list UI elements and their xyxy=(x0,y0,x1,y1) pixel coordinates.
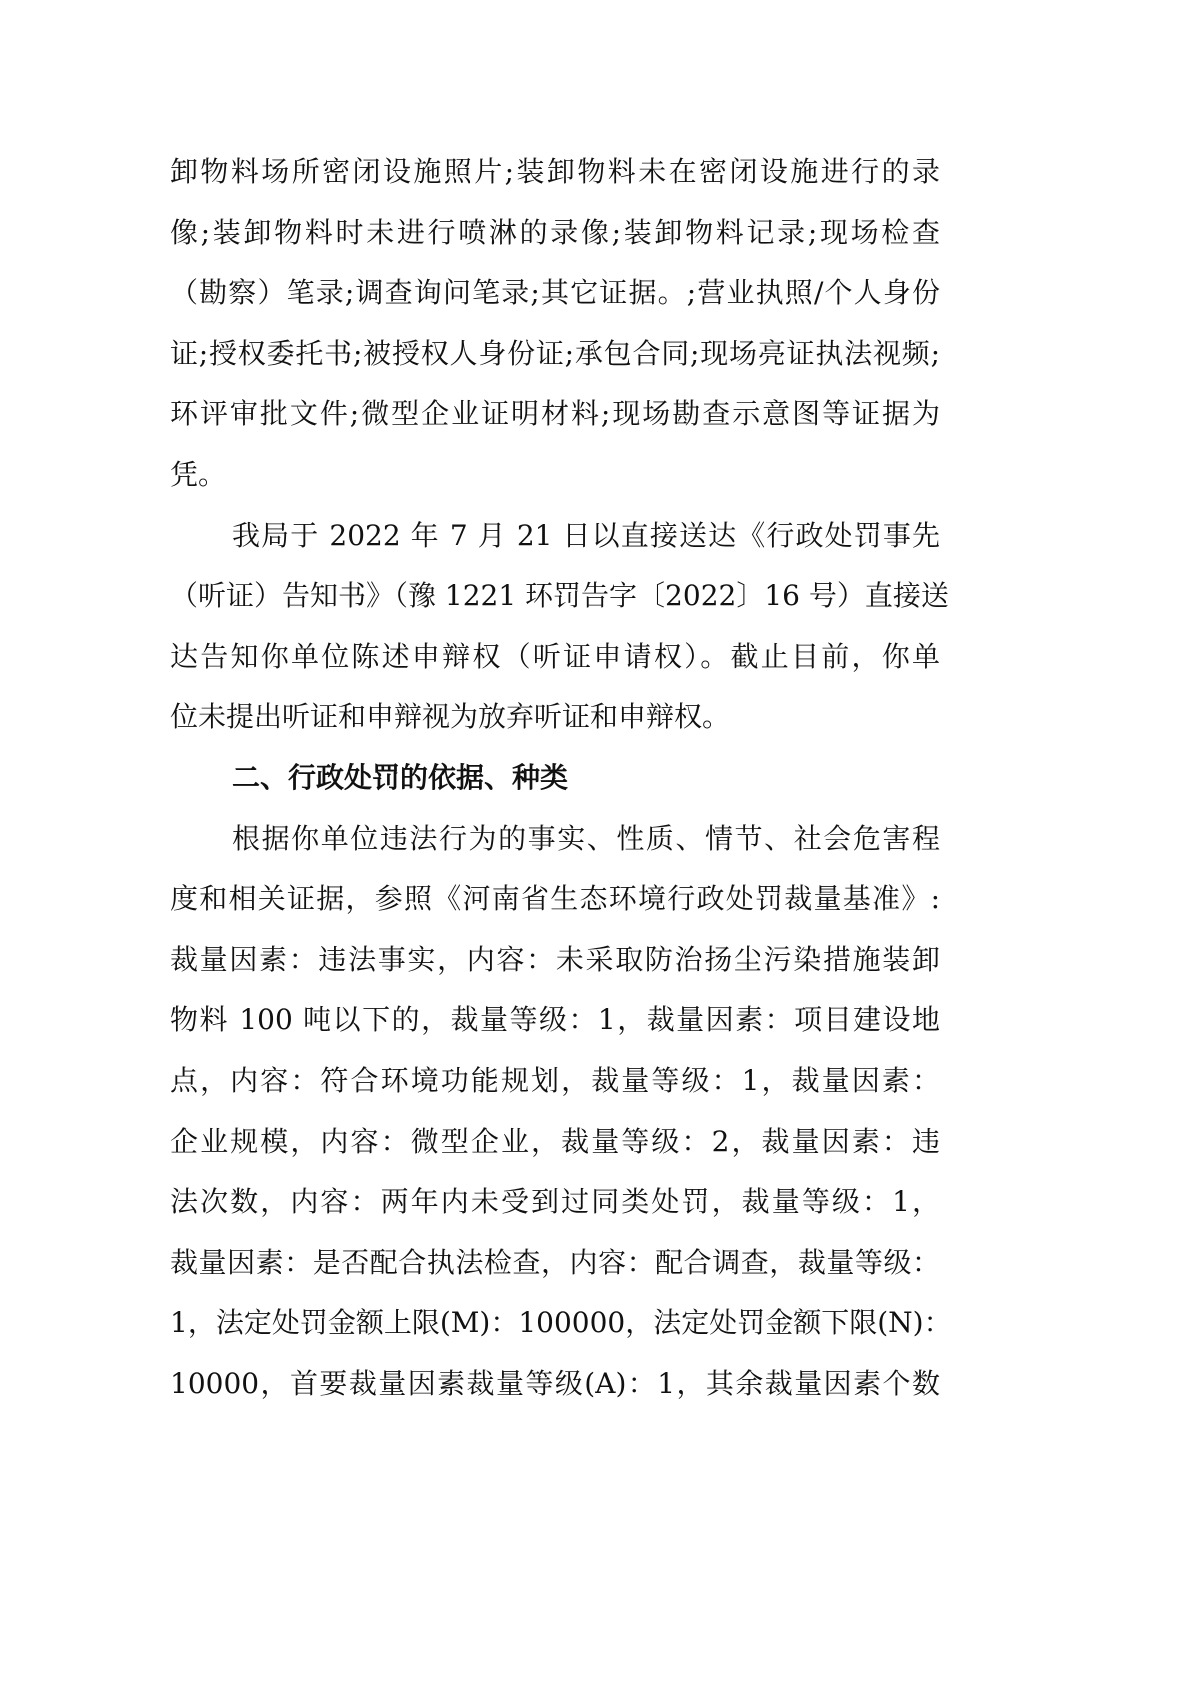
text-line: 物料 100 吨以下的，裁量等级：1，裁量因素：项目建设地 xyxy=(170,1003,940,1037)
text-line: （听证）告知书》（豫 1221 环罚告字〔2022〕16 号）直接送 xyxy=(170,579,949,613)
text-line: 裁量因素：是否配合执法检查，内容：配合调查，裁量等级： xyxy=(170,1245,940,1279)
text-line: 凭。 xyxy=(170,457,227,491)
text-line: 证;授权委托书;被授权人身份证;承包合同;现场亮证执法视频; xyxy=(170,336,940,370)
text-line: 位未提出听证和申辩视为放弃听证和申辩权。 xyxy=(170,700,731,734)
document-page xyxy=(170,142,952,1414)
text-line: 环评审批文件;微型企业证明材料;现场勘查示意图等证据为 xyxy=(170,397,940,431)
text-line: 我局于 2022 年 7 月 21 日以直接送达《行政处罚事先 xyxy=(232,518,940,552)
paragraph-notification xyxy=(170,506,949,748)
paragraph-evidence xyxy=(170,142,940,506)
paragraph-basis xyxy=(170,809,952,1415)
text-line: 10000，首要裁量因素裁量等级(A)：1，其余裁量因素个数 xyxy=(170,1366,940,1400)
text-line: 卸物料场所密闭设施照片;装卸物料未在密闭设施进行的录 xyxy=(170,155,940,188)
section-heading: 二、行政处罚的依据、种类 xyxy=(232,760,569,794)
text-line: 达告知你单位陈述申辩权（听证申请权）。截止目前，你单 xyxy=(170,639,940,673)
text-line: （勘察）笔录;调查询问笔录;其它证据。;营业执照/个人身份 xyxy=(170,276,940,310)
text-line: 裁量因素：违法事实，内容：未采取防治扬尘污染措施装卸 xyxy=(170,942,940,976)
text-line: 点，内容：符合环境功能规划，裁量等级：1，裁量因素： xyxy=(170,1063,940,1097)
text-line: 根据你单位违法行为的事实、性质、情节、社会危害程 xyxy=(232,821,940,855)
text-line: 度和相关证据，参照《河南省生态环境行政处罚裁量基准》: xyxy=(170,882,940,916)
text-line: 企业规模，内容：微型企业，裁量等级：2，裁量因素：违 xyxy=(170,1124,940,1158)
text-line: 像;装卸物料时未进行喷淋的录像;装卸物料记录;现场检查 xyxy=(170,215,940,249)
text-line: 法次数，内容：两年内未受到过同类处罚，裁量等级：1， xyxy=(170,1185,940,1219)
text-line: 1，法定处罚金额上限(M)：100000，法定处罚金额下限(N)： xyxy=(170,1306,952,1340)
